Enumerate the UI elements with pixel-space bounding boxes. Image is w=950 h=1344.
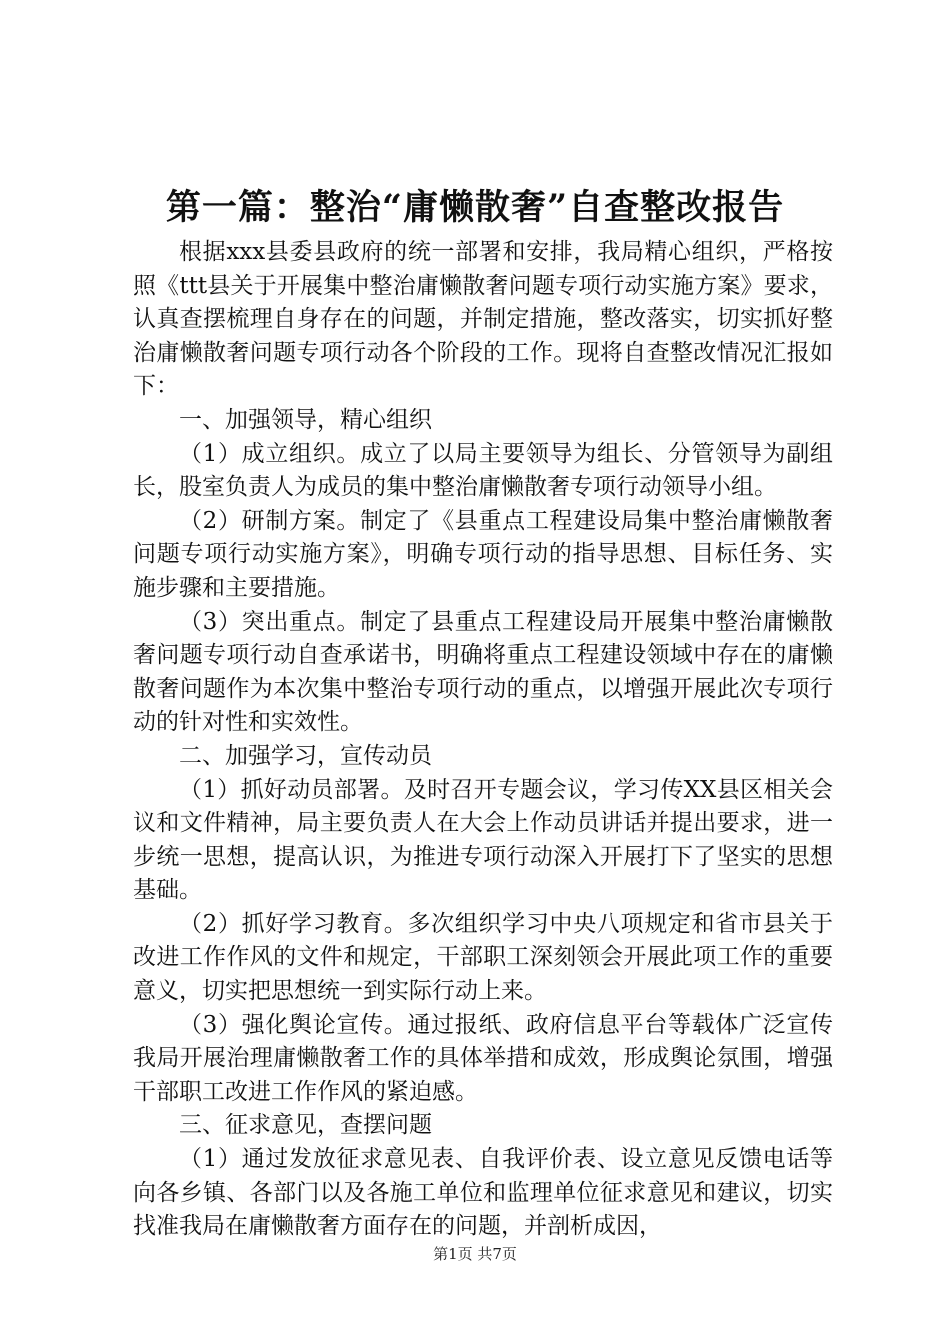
document-title: 第一篇：整治“庸懒散奢”自查整改报告 [165, 187, 785, 228]
paragraph-2-1: （1）抓好动员部署。及时召开专题会议，学习传XX县区相关会议和文件精神，局主要负责人在大会上作动员讲话并提出要求，进一步统一思想，提高认识，为推进专项行动深入开展打下了坚实的思想基础。 [133, 776, 833, 904]
section-heading-1: 一、加强领导，精心组织 [179, 406, 432, 433]
paragraph-2-3: （3）强化舆论宣传。通过报纸、政府信息平台等载体广泛宣传我局开展治理庸懒散奢工作的具体举措和成效，形成舆论氛围，增强干部职工改进工作作风的紧迫感。 [133, 1011, 833, 1105]
paragraph-2-2: （2）抓好学习教育。多次组织学习中央八项规定和省市县关于改进工作作风的文件和规定，干部职工深刻领会开展此项工作的重要意义，切实把思想统一到实际行动上来。 [133, 910, 833, 1005]
section-heading-2: 二、加强学习，宣传动员 [179, 742, 432, 769]
section-heading-3: 三、征求意见，查摆问题 [179, 1112, 432, 1139]
paragraph-1-2: （2）研制方案。制定了《县重点工程建设局集中整治庸懒散奢问题专项行动实施方案》，明确专项行动的指导思想、目标任务、实施步骤和主要措施。 [133, 507, 833, 601]
intro-paragraph: 根据xxx县委县政府的统一部署和安排，我局精心组织，严格按照《ttt县关于开展集中整治庸懒散奢问题专项行动实施方案》要求，认真查摆梳理自身存在的问题，并制定措施，整改落实，切实抓好整治庸懒散奢问题专项行动各个阶段的工作。现将自查整改情况汇报如下： [133, 239, 833, 400]
document-body [133, 236, 833, 1244]
paragraph-1-3: （3）突出重点。制定了县重点工程建设局开展集中整治庸懒散奢问题专项行动自查承诺书，明确将重点工程建设领域中存在的庸懒散奢问题作为本次集中整治专项行动的重点，以增强开展此次专项行动的针对性和实效性。 [133, 608, 833, 736]
paragraph-1-1: （1）成立组织。成立了以局主要领导为组长、分管领导为副组长，股室负责人为成员的集中整治庸懒散奢专项行动领导小组。 [133, 440, 833, 501]
paragraph-3-1: （1）通过发放征求意见表、自我评价表、设立意见反馈电话等向各乡镇、各部门以及各施工单位和监理单位征求意见和建议，切实找准我局在庸懒散奢方面存在的问题，并剖析成因， [133, 1146, 833, 1240]
page-number-footer: 第1页 共7页 [433, 1245, 517, 1263]
